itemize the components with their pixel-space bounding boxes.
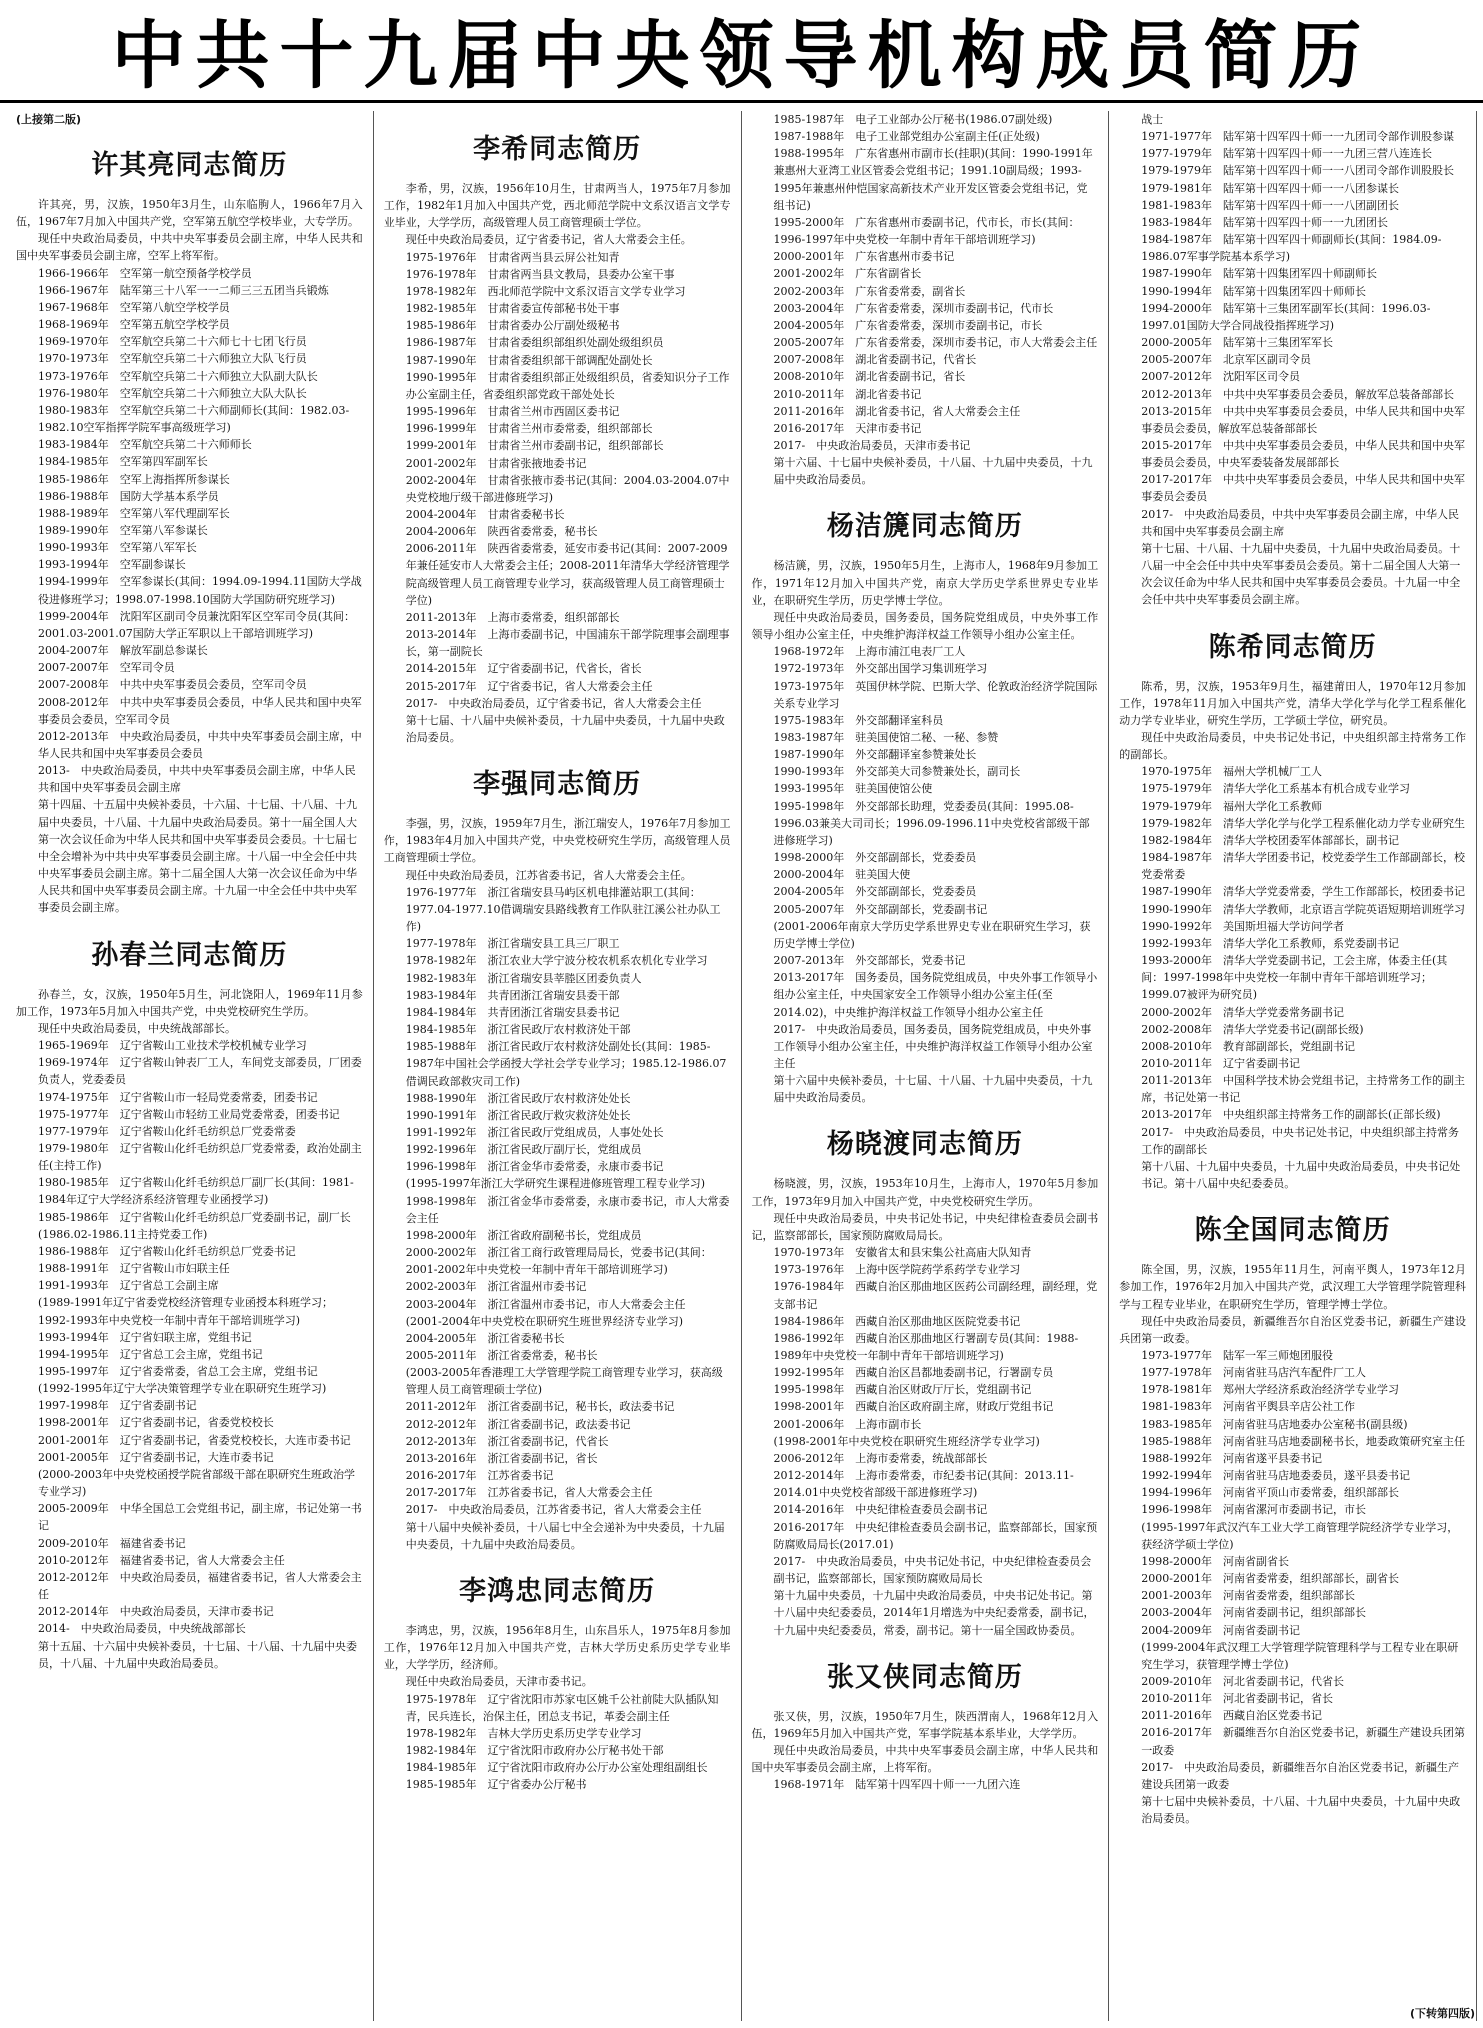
career-entry: 1987-1988年 电子工业部党组办公室副主任(正处级) (773, 130, 1040, 144)
career-entry: 2004-2005年 外交部副部长，党委委员 (773, 885, 977, 899)
career-entry: 2002-2003年 浙江省温州市委书记 (405, 1280, 587, 1294)
bio-intro-paragraph: 李鸿忠，男，汉族，1956年8月生，山东昌乐人，1975年8月参加工作，1976年12月加入中国共产党，吉林大学历史系历史学专业毕业，大学学历，经济师。 (383, 1623, 731, 1672)
career-entry: 1985-1988年 浙江省民政厅农村救济处副处长(其间：1985-1987年中国社会学函授大学社会学专业学习；1985.12-1986.07借调民政部救灾司工作) (405, 1040, 727, 1088)
career-entry: 1979-1979年 福州大学化工系教师 (1141, 799, 1322, 813)
bio-intro-paragraph: 陈全国，男，汉族，1955年11月生，河南平舆人，1973年12月参加工作，1976年2月加入中国共产党，武汉理工大学管理学院管理科学与工程专业毕业，在职研究生学历，管理学博士学位。 (1119, 1263, 1466, 1311)
career-entry: 1995-1998年 外交部部长助理，党委委员(其间：1995.08-1996.03兼美大司司长；1996.09-1996.11中央党校省部级干部进修班学习) (773, 799, 1090, 847)
career-entry: 2004-2005年 广东省委常委，深圳市委副书记，市长 (773, 318, 1043, 332)
career-entry: 1998-2001年 辽宁省委副书记，省委党校校长 (38, 1416, 274, 1430)
career-entry: 1984-1986年 西藏自治区那曲地区医院党委书记 (773, 1314, 1021, 1328)
career-entry: 1998-2000年 外交部副部长，党委委员 (773, 851, 977, 865)
career-entry: (1992-1995年辽宁大学决策管理学专业在职研究生班学习) (38, 1382, 327, 1396)
career-entry: 1985-1986年 甘肃省委办公厅副处级秘书 (405, 319, 620, 333)
career-entry: 2012-2014年 中央政治局委员，天津市委书记 (38, 1605, 274, 1619)
career-entry: 2005-2011年 浙江省委常委，秘书长 (405, 1349, 598, 1362)
career-entry: 2017- 中央政治局委员，辽宁省委书记，省人大常委会主任 (405, 696, 702, 710)
career-entry: 2005-2007年 外交部副部长，党委副书记 (773, 902, 988, 916)
career-entry: 2007-2013年 外交部部长，党委书记 (773, 954, 966, 968)
career-entry: 1968-1972年 上海市浦江电表厂工人 (773, 645, 966, 659)
career-entry: 1978-1982年 浙江农业大学宁波分校农机系农机化专业学习 (405, 954, 708, 968)
career-entry: 1978-1982年 吉林大学历史系历史学专业学习 (405, 1726, 642, 1740)
career-entry: 2010-2011年 湖北省委书记 (773, 387, 922, 401)
career-entry: (2001-2006年南京大学历史学系世界史专业在职研究生学习，获历史学博士学位) (773, 919, 1091, 950)
bio-heading: 李强同志简历 (473, 769, 642, 801)
career-entry: 1987-1990年 陆军第十四集团军四十师副师长 (1141, 267, 1377, 281)
career-entry: 第十四届、十五届中央候补委员，十六届、十七届、十八届、十九届中央委员，十八届、十九届中央政治局委员。第十一届全国人大第一次会议任命为中华人民共和国中央军事委员会委员。十七届七中全会增补为中共中央军事委员会副主席。十八届一中全会任中共中央军事委员会副主席。第十二届全国人大第一次会议任命为中华人民共和国中央军事委员会副主席。十九届一中全会任中共中央军事委员会副主席。 (38, 798, 357, 915)
career-entry: 2011-2016年 湖北省委书记，省人大常委会主任 (773, 404, 1021, 418)
career-entry: 第十五届、十六届中央候补委员，十七届、十八届、十九届中央委员，十八届、十九届中央政治局委员。 (38, 1639, 357, 1670)
career-entry: 2006-2011年 陕西省委常委，延安市委书记(其间：2007-2009年兼任延安市人大常委会主任；2008-2011年清华大学经济管理学院高级管理人员工商管理专业学习，获高级管理人员工商管理硕士学位) (405, 542, 730, 607)
career-entry: 1966-1966年 空军第一航空预备学校学员 (38, 266, 252, 280)
career-entry: 2017- 中央政治局委员，天津市委书记 (773, 438, 971, 452)
career-entry: 2008-2012年 中共中央军事委员会委员，中华人民共和国中央军事委员会委员，空军司令员 (38, 695, 362, 726)
bio-intro-paragraph: 现任中央政治局委员，中共中央军事委员会副主席，中华人民共和国中央军事委员会副主席，空军上将军衔。 (16, 232, 363, 263)
career-entry: 1975-1979年 清华大学化工系基本有机合成专业学习 (1141, 782, 1410, 796)
career-entry: 2004-2009年 河南省委副书记 (1141, 1623, 1300, 1637)
bio-intro-paragraph: 现任中央政治局委员，中央书记处书记，中央组织部主持常务工作的副部长。 (1119, 731, 1466, 762)
career-entry: 1975-1977年 辽宁省鞍山市轻纺工业局党委常委，团委书记 (38, 1107, 340, 1121)
career-entry: 1994-2000年 陆军第十三集团军副军长(其间：1996.03-1997.01国防大学合同战役指挥班学习) (1141, 301, 1431, 332)
career-entry: (2000-2003年中央党校函授学院省部级干部在职研究生班政治学专业学习) (38, 1467, 355, 1499)
career-entry: 1987-1990年 清华大学党委常委，学生工作部部长，校团委书记 (1141, 885, 1465, 899)
career-entry: 1985-1985年 辽宁省委办公厅秘书 (405, 1778, 587, 1792)
career-entry: 1984-1985年 辽宁省沈阳市政府办公厅办公室处理组副组长 (405, 1761, 708, 1775)
bio-heading: 陈全国同志简历 (1194, 1215, 1391, 1247)
bio-section (384, 1569, 731, 1794)
career-entry: 2004-2005年 浙江省委秘书长 (405, 1331, 565, 1345)
career-entry: 2000-2002年 浙江省工商行政管理局局长，党委书记(其间：2001-2002年中央党校一年制中青年干部培训班学习) (405, 1246, 712, 1277)
career-entry: 2012-2013年 中央政治局委员，中共中央军事委员会副主席，中华人民共和国中央军事委员会委员 (38, 729, 362, 760)
career-entry: 2011-2013年 上海市委常委，组织部部长 (405, 610, 620, 624)
career-entry: 1980-1985年 辽宁省鞍山化纤毛纺织总厂副厂长(其间：1981-1984年辽宁大学经济系经济管理专业函授学习) (38, 1176, 354, 1207)
career-entry: 2011-2012年 浙江省委副书记，秘书长，政法委书记 (405, 1400, 675, 1414)
career-entry: 2000-2005年 陆军第十三集团军军长 (1141, 336, 1333, 350)
bio-intro-paragraph: 现任中央政治局委员，中共中央军事委员会副主席，中华人民共和国中央军事委员会副主席，上将军衔。 (751, 1743, 1099, 1775)
career-entry: 1986-1992年 西藏自治区那曲地区行署副专员(其间：1988-1989年中央党校一年制中青年干部培训班学习) (773, 1331, 1079, 1362)
career-entry: 1983-1987年 驻美国使馆二秘、一秘、参赞 (773, 731, 999, 744)
career-entry: 1994-1995年 辽宁省总工会主席，党组书记 (38, 1347, 263, 1361)
career-entry: 1995-1996年 甘肃省兰州市西固区委书记 (405, 405, 620, 419)
career-entry: 2000-2004年 驻美国大使 (773, 868, 911, 882)
career-entry: 1989-1990年 空军第八军参谋长 (38, 523, 208, 537)
career-entry: 2014- 中央政治局委员，中央统战部部长 (38, 1622, 246, 1636)
bio-heading: 杨洁篪同志简历 (826, 511, 1023, 543)
career-entry: 第十九届中央委员，十九届中央政治局委员，中央书记处书记。第十八届中央纪委委员，2014年1月增选为中央纪委常委，副书记，十九届中央纪委委员，常委，副书记。第十一届全国政协委员。 (773, 1589, 1095, 1637)
career-entry: 1993-2000年 清华大学党委副书记，工会主席，体委主任(其间：1997-1998年中央党校一年制中青年干部培训班学习；1999.07被评为研究员) (1141, 954, 1448, 1002)
column-1 (6, 111, 374, 2021)
career-entry: 1970-1973年 空军航空兵第二十六师独立大队飞行员 (38, 352, 307, 366)
career-entry: 2017- 中央政治局委员，中央书记处书记，中央组织部主持常务工作的副部长 (1141, 1125, 1459, 1156)
career-entry: 1993-1995年 驻美国使馆公使 (773, 782, 933, 796)
bio-intro-paragraph: 杨洁篪，男，汉族，1950年5月生，上海市人，1968年9月参加工作，1971年12月加入中国共产党，南京大学历史学系世界史专业毕业，在职研究生学历，历史学博士学位。 (751, 559, 1099, 607)
bio-intro-paragraph: 张又侠，男，汉族，1950年7月生，陕西渭南人，1968年12月入伍，1969年5月加入中国共产党，军事学院基本系毕业，大学学历。 (751, 1709, 1099, 1740)
career-entry: (1995-1997年武汉汽车工业大学工商管理学院经济学专业学习，获经济学硕士学位) (1141, 1520, 1459, 1551)
career-entry: 2005-2007年 广东省委常委，深圳市委书记，市人大常委会主任 (773, 336, 1098, 350)
career-entry: 2012-2014年 上海市委常委，市纪委书记(其间：2013.11-2014.01中央党校省部级干部进修班学习) (773, 1469, 1074, 1500)
career-entry: 1982-1984年 辽宁省沈阳市政府办公厅秘书处干部 (405, 1743, 664, 1757)
career-entry: 2009-2010年 福建省委书记 (38, 1536, 186, 1550)
career-entry: 1975-1983年 外交部翻译室科员 (773, 713, 944, 727)
career-entry: 2013-2016年 浙江省委副书记，省长 (405, 1451, 598, 1465)
career-entry: 1987-1990年 甘肃省委组织部干部调配处副处长 (405, 353, 653, 367)
career-entry: (1998-2001年中央党校在职研究生班经济学专业学习) (773, 1434, 1040, 1448)
career-entry: 2005-2007年 北京军区副司令员 (1141, 353, 1311, 367)
career-entry: 1968-1971年 陆军第十四军四十师一一九团六连 (773, 1778, 1021, 1792)
career-entry: 2008-2010年 教育部副部长，党组副书记 (1141, 1039, 1355, 1053)
career-entry: 1985-1987年 电子工业部办公厅秘书(1986.07副处级) (773, 113, 1053, 126)
career-entry: 2007-2007年 空军司令员 (38, 661, 175, 675)
career-entry: 2001-2003年 河南省委常委，组织部部长 (1141, 1589, 1355, 1603)
career-entry: 2011-2016年 西藏自治区党委书记 (1141, 1709, 1322, 1723)
career-entry: 1975-1978年 辽宁省沈阳市苏家屯区姚千公社前陡大队插队知青，民兵连长，治保主任，团总支书记，革委会副主任 (405, 1692, 719, 1723)
career-entry: 第十六届中央候补委员，十七届、十八届、十九届中央委员，十九届中央政治局委员。 (773, 1074, 1093, 1105)
career-entry: 战士 (1141, 113, 1164, 126)
career-entry: 1970-1973年 安徽省太和县宋集公社高庙大队知青 (773, 1246, 1032, 1260)
bio-section (16, 933, 363, 1672)
career-entry: 2017- 中央政治局委员，中共中央军事委员会副主席，中华人民共和国中央军事委员会副主席 (1141, 507, 1459, 538)
career-entry: 1979-1982年 清华大学化学与化学工程系催化动力学专业研究生 (1141, 816, 1465, 830)
career-entry: 2011-2013年 中国科学技术协会党组书记，主持常务工作的副主席，书记处第一书记 (1141, 1074, 1465, 1105)
bio-intro-paragraph: 陈希，男，汉族，1953年9月生，福建莆田人，1970年12月参加工作，1978年11月加入中国共产党，清华大学化学与化学工程系催化动力学专业毕业，研究生学历，工学硕士学位，研究员。 (1119, 679, 1466, 727)
career-entry: 2012-2013年 中共中央军事委员会委员，解放军总装备部部长 (1141, 387, 1454, 401)
career-entry: 1998-2001年 西藏自治区政府副主席，财政厅党组书记 (773, 1400, 1054, 1414)
career-entry: 1976-1980年 空军航空兵第二十六师独立大队大队长 (38, 386, 307, 400)
career-entry: 2002-2008年 清华大学党委书记(副部长级) (1141, 1022, 1364, 1036)
career-entry: 1967-1968年 空军第八航空学校学员 (38, 300, 230, 314)
career-entry: 1973-1977年 陆军一军三师炮团服役 (1141, 1349, 1333, 1362)
career-entry: 1983-1984年 陆军第十四军四十师一一九团团长 (1141, 215, 1388, 229)
career-entry: 1995-1998年 西藏自治区财政厅厅长，党组副书记 (773, 1383, 1032, 1397)
career-entry: 2012-2013年 浙江省委副书记，代省长 (405, 1434, 609, 1448)
career-entry: 1994-1996年 河南省平顶山市委常委，组织部部长 (1141, 1486, 1399, 1500)
bio-intro-paragraph: 现任中央政治局委员，中央书记处书记，中央纪律检查委员会副书记，监察部部长，国家预防腐败局局长。 (751, 1211, 1099, 1242)
bio-intro-paragraph: 现任中央政治局委员，中央统战部部长。 (38, 1021, 236, 1035)
career-entry: 1998-2000年 浙江省政府副秘书长，党组成员 (405, 1228, 642, 1242)
career-entry: 1990-1992年 美国斯坦福大学访问学者 (1141, 919, 1344, 933)
bio-section (752, 504, 1099, 1106)
career-entry: (1999-2004年武汉理工大学管理学院管理科学与工程专业在职研究生学习，获管理学博士学位) (1141, 1640, 1459, 1671)
career-entry: 1982-1984年 清华大学校团委军体部部长，副书记 (1141, 833, 1399, 847)
career-entry: 2001-2001年 辽宁省委副书记，省委党校校长，大连市委书记 (38, 1433, 351, 1447)
career-entry: 1996-1999年 甘肃省兰州市委常委，组织部部长 (405, 422, 653, 436)
career-entry: 1992-1996年 浙江省民政厅副厅长，党组成员 (405, 1143, 642, 1157)
career-entry: 1990-1994年 陆军第十四集团军四十师师长 (1141, 284, 1366, 298)
career-entry: 1985-1986年 空军上海指挥所参谋长 (38, 472, 230, 486)
career-entry: 2004-2007年 解放军副总参谋长 (38, 644, 208, 658)
career-entry: 1999-2004年 沈阳军区副司令员兼沈阳军区空军司令员(其间：2001.03-2001.07国防大学正军职以上干部培训班学习) (38, 609, 355, 640)
career-entry: 第十七届、十八届、十九届中央委员，十九届中央政治局委员。十八届一中全会任中共中央军事委员会委员。第十二届全国人大第一次会议任命为中华人民共和国中央军事委员会委员。十九届一中全会任中共中央军事委员会副主席。 (1141, 541, 1461, 607)
career-entry: 1982-1983年 浙江省瑞安县莘塍区团委负责人 (405, 971, 642, 985)
career-entry: 2017- 中央政治局委员，国务委员，国务院党组成员，中央外事工作领导小组办公室主任，中央维护海洋权益工作领导小组办公室主任 (773, 1022, 1093, 1070)
bio-intro-paragraph: 杨晓渡，男，汉族，1953年10月生，上海市人，1970年5月参加工作，1973年9月加入中国共产党，中央党校研究生学历。 (751, 1177, 1099, 1208)
career-entry: 1981-1983年 河南省平舆县辛店公社工作 (1141, 1400, 1355, 1414)
career-entry: 1981-1983年 陆军第十四军四十师一一八团副团长 (1141, 198, 1399, 212)
career-entry: 1986-1987年 甘肃省委组织部组织处副处级组织员 (405, 336, 664, 350)
career-entry: 2010-2012年 福建省委书记，省人大常委会主任 (38, 1553, 285, 1567)
career-entry: 1973-1975年 英国伊林学院、巴斯大学、伦敦政治经济学院国际关系专业学习 (773, 679, 1098, 710)
career-entry: 1984-1987年 清华大学团委书记，校党委学生工作部副部长，校党委常委 (1141, 851, 1465, 882)
career-entry: 1985-1988年 河南省驻马店地委副秘书长，地委政策研究室主任 (1141, 1434, 1465, 1448)
career-entry: 2016-2017年 天津市委书记 (773, 421, 922, 435)
career-entry: 第十七届、十八届中央候补委员，十九届中央委员，十九届中央政治局委员。 (405, 713, 725, 744)
bio-intro-paragraph: 李强，男，汉族，1959年7月生，浙江瑞安人，1976年7月参加工作，1983年4月加入中国共产党，中央党校研究生学历，高级管理人员工商管理硕士学位。 (383, 817, 731, 865)
career-entry: 1972-1973年 外交部出国学习集训班学习 (773, 662, 988, 676)
career-entry: 2001-2002年 甘肃省张掖地委书记 (405, 456, 587, 470)
career-entry: 1990-1991年 浙江省民政厅救灾救济处处长 (405, 1108, 631, 1122)
bio-intro-paragraph: 现任中央政治局委员，天津市委书记。 (405, 1675, 593, 1689)
bio-section (752, 1655, 1099, 1794)
career-entry: 2012-2012年 浙江省委副书记，政法委书记 (405, 1417, 631, 1431)
career-entry: 1983-1985年 河南省驻马店地委办公室秘书(副县级) (1141, 1417, 1408, 1431)
career-entry: 1977-1979年 陆军第十四军四十师一一九团三营八连连长 (1141, 147, 1432, 161)
career-entry: 1980-1983年 空军航空兵第二十六师副师长(其间：1982.03-1982.10空军指挥学院军事高级班学习) (38, 403, 350, 435)
career-entry: 1966-1967年 陆军第三十八军一一二师三三五团当兵锻炼 (38, 283, 329, 297)
career-entry: 1995-1997年 辽宁省委常委，省总工会主席，党组书记 (38, 1365, 318, 1378)
career-entry: 2007-2008年 中共中央军事委员会委员，空军司令员 (38, 678, 307, 692)
career-entry: 1992-1995年 西藏自治区昌都地委副书记，行署副专员 (773, 1366, 1054, 1380)
career-entry: 1987-1990年 外交部翻译室参赞兼处长 (773, 748, 977, 762)
career-entry: 2017- 中央政治局委员，江苏省委书记，省人大常委会主任 (405, 1503, 702, 1517)
career-entry: 2016-2017年 中央纪律检查委员会副书记，监察部部长，国家预防腐败局局长(2017.01) (773, 1520, 1098, 1551)
career-entry: 1996-1998年 浙江省金华市委常委，永康市委书记 (405, 1160, 664, 1174)
career-entry: 2013-2017年 中央组织部主持常务工作的副部长(正部长级) (1141, 1108, 1441, 1122)
career-entry: 2010-2011年 河北省委副书记，省长 (1141, 1692, 1333, 1706)
career-entry: 1988-1991年 辽宁省鞍山市妇联主任 (38, 1262, 230, 1276)
career-entry: 1983-1984年 共青团浙江省瑞安县委干部 (405, 988, 620, 1002)
bio-heading: 许其亮同志简历 (91, 150, 288, 181)
career-entry: 1975-1976年 甘肃省两当县云屏公社知青 (405, 250, 620, 264)
career-entry: 2007-2008年 湖北省委副书记，代省长 (773, 353, 977, 367)
career-entry: 1992-1993年 清华大学化工系教师，系党委副书记 (1141, 936, 1399, 950)
career-entry: 1970-1975年 福州大学机械厂工人 (1141, 765, 1322, 779)
career-entry: 1997-1998年 辽宁省委副书记 (38, 1399, 197, 1413)
career-entry: 2014-2016年 中央纪律检查委员会副书记 (773, 1503, 988, 1517)
bio-section (752, 1122, 1099, 1638)
career-entry: (1989-1991年辽宁省委党校经济管理专业函授本科班学习；1992-1993年中央党校一年制中青年干部培训班学习) (38, 1296, 333, 1327)
bio-heading: 张又侠同志简历 (826, 1661, 1023, 1693)
career-entry: 2001-2006年 上海市副市长 (773, 1417, 922, 1431)
bio-heading: 李希同志简历 (473, 134, 642, 165)
career-entry: 1999-2001年 甘肃省兰州市委副书记，组织部部长 (405, 439, 664, 453)
career-entry: 1969-1974年 辽宁省鞍山钟表厂工人，车间党支部委员，厂团委负责人，党委委员 (38, 1056, 362, 1087)
bio-section (1119, 111, 1466, 609)
career-entry: 1992-1994年 河南省驻马店地委委员，遂平县委书记 (1141, 1469, 1410, 1483)
bio-intro-paragraph: 孙春兰，女，汉族，1950年5月生，河北饶阳人，1969年11月参加工作，1973年5月加入中国共产党，中央党校研究生学历。 (16, 987, 363, 1018)
career-entry: 2003-2004年 河南省委副书记，组织部部长 (1141, 1606, 1366, 1620)
career-entry: 1971-1977年 陆军第十四军四十师一一九团司令部作训股参谋 (1141, 130, 1454, 144)
career-entry: 第十七届中央候补委员，十八届、十九届中央委员，十九届中央政治局委员。 (1141, 1795, 1461, 1826)
bio-intro-paragraph: 许其亮，男，汉族，1950年3月生，山东临朐人，1966年7月入伍，1967年7月加入中国共产党，空军第五航空学校毕业，大专学历。 (16, 198, 363, 229)
career-entry: 1984-1985年 空军第四军副军长 (38, 455, 208, 469)
bio-section (752, 111, 1099, 488)
career-entry: 第十八届中央候补委员，十八届七中全会递补为中央委员，十九届中央委员，十九届中央政治局委员。 (405, 1520, 725, 1551)
career-entry: 2016-2017年 江苏省委书记 (405, 1469, 554, 1483)
career-entry: 1988-1995年 广东省惠州市副市长(挂职)(其间：1990-1991年兼惠州大亚湾工业区管委会党组书记；1991.10副局级；1993-1995年兼惠州仲恺国家高新技术产业开发区管委会党组书记，党组书记) (773, 147, 1093, 212)
bio-intro-paragraph: 现任中央政治局委员，国务委员，国务院党组成员，中央外事工作领导小组办公室主任，中央维护海洋权益工作领导小组办公室主任。 (751, 610, 1099, 642)
continued-note: (下转第四版) (1409, 2007, 1475, 2020)
career-entry: 1998-2000年 河南省副省长 (1141, 1554, 1289, 1568)
career-entry: 1976-1978年 甘肃省两当县文教局，县委办公室干事 (405, 267, 675, 281)
career-entry: 2016-2017年 新疆维吾尔自治区党委书记，新疆生产建设兵团第一政委 (1141, 1726, 1465, 1757)
career-entry: 1968-1969年 空军第五航空学校学员 (38, 318, 230, 332)
career-entry: 第十六届、十七届中央候补委员，十八届、十九届中央委员，十九届中央政治局委员。 (773, 456, 1093, 487)
bio-heading: 陈希同志简历 (1208, 631, 1377, 663)
career-entry: 1990-1990年 清华大学教师，北京语言学院英语短期培训班学习 (1141, 902, 1465, 916)
career-entry: 1984-1985年 浙江省民政厅农村救济处干部 (405, 1023, 631, 1037)
career-entry: 2009-2010年 河北省委副书记，代省长 (1141, 1674, 1344, 1688)
career-entry: 1984-1987年 陆军第十四军四十师副师长(其间：1984.09-1986.07军事学院基本系学习) (1141, 233, 1442, 264)
career-entry: 2008-2010年 湖北省委副书记，省长 (773, 370, 966, 384)
career-entry: 1977-1978年 河南省驻马店汽车配件厂工人 (1141, 1366, 1366, 1380)
career-entry: 2003-2004年 广东省委常委，深圳市委副书记，代市长 (773, 301, 1054, 315)
career-entry: 1990-1995年 甘肃省委组织部正处级组织员，省委知识分子工作办公室副主任，省委组织部党政干部处处长 (405, 370, 730, 401)
bio-heading: 李鸿忠同志简历 (459, 1575, 656, 1607)
career-entry: 1978-1982年 西北师范学院中文系汉语言文学专业学习 (405, 284, 686, 298)
career-entry: 1978-1981年 郑州大学经济系政治经济学专业学习 (1141, 1383, 1399, 1397)
career-entry: 1995-2000年 广东省惠州市委副书记，代市长，市长(其间：1996-1997年中央党校一年制中青年干部培训班学习) (773, 215, 1080, 247)
bio-intro-paragraph: 现任中央政治局委员，新疆维吾尔自治区党委书记，新疆生产建设兵团第一政委。 (1119, 1314, 1466, 1345)
bio-section (1119, 1208, 1466, 1827)
career-entry: 第十八届、十九届中央委员，十九届中央政治局委员，中央书记处书记。第十八届中央纪委委员。 (1141, 1159, 1461, 1191)
career-entry: 2005-2009年 中华全国总工会党组书记，副主席，书记处第一书记 (38, 1502, 362, 1533)
career-entry: 1979-1980年 辽宁省鞍山化纤毛纺织总厂党委常委，政治处副主任(主持工作) (38, 1141, 362, 1173)
career-entry: 1976-1984年 西藏自治区那曲地区医药公司副经理，副经理，党支部书记 (773, 1280, 1098, 1311)
career-entry: 1988-1989年 空军第八军代理副军长 (38, 506, 230, 520)
career-entry: (2003-2005年香港理工大学管理学院工商管理专业学习，获高级管理人员工商管理硕士学位) (405, 1366, 723, 1397)
career-entry: 1982-1985年 甘肃省委宣传部秘书处干事 (405, 302, 620, 316)
bio-heading: 孙春兰同志简历 (91, 939, 288, 971)
career-entry: 1993-1994年 辽宁省妇联主席，党组书记 (38, 1330, 252, 1344)
career-entry: 1977-1979年 辽宁省鞍山化纤毛纺织总厂党委常委 (38, 1124, 296, 1138)
career-entry: 1974-1975年 辽宁省鞍山市一轻局党委常委，团委书记 (38, 1090, 318, 1104)
bio-section (384, 762, 731, 1553)
career-entry: 2017- 中央政治局委员，中央书记处书记，中央纪律检查委员会副书记，监察部部长，国家预防腐败局局长 (773, 1554, 1092, 1586)
career-entry: 2013-2015年 中共中央军事委员会委员，中华人民共和国中央军事委员会委员，解放军总装备部部长 (1141, 404, 1465, 435)
career-entry: 1991-1992年 浙江省民政厅党组成员，人事处处长 (405, 1125, 664, 1139)
bio-section (384, 127, 731, 746)
career-entry: 1979-1981年 陆军第十四军四十师一一八团参谋长 (1141, 181, 1399, 195)
column-4 (1109, 111, 1477, 2021)
career-entry: 2001-2005年 辽宁省委副书记，大连市委书记 (38, 1450, 274, 1464)
career-entry: 2004-2006年 陕西省委常委，秘书长 (405, 525, 598, 539)
career-entry: (2001-2004年中央党校在职研究生班世界经济专业学习) (405, 1314, 684, 1328)
career-entry: 1973-1976年 空军航空兵第二十六师独立大队副大队长 (38, 369, 318, 383)
career-entry: 1996-1998年 河南省漯河市委副书记，市长 (1141, 1503, 1366, 1517)
career-entry: 1990-1993年 空军第八军军长 (38, 541, 197, 555)
career-entry: 1977-1978年 浙江省瑞安县工具三厂职工 (405, 937, 620, 951)
career-entry: 2000-2002年 清华大学党委常务副书记 (1141, 1005, 1344, 1019)
career-entry: 1985-1986年 辽宁省鞍山化纤毛纺织总厂党委副书记，副厂长(1986.02-1986.11主持党委工作) (38, 1210, 351, 1241)
career-entry: 2013- 中央政治局委员，中共中央军事委员会副主席，中华人民共和国中央军事委员会副主席 (38, 764, 356, 795)
bio-intro-paragraph: 李希，男，汉族，1956年10月生，甘肃两当人，1975年7月参加工作，1982年1月加入中国共产党，西北师范学院中文系汉语言文学专业毕业，大学学历，高级管理人员工商管理硕士学位。 (383, 182, 731, 230)
career-entry: 2012-2012年 中央政治局委员，福建省委书记，省人大常委会主任 (38, 1570, 362, 1602)
career-entry: 1991-1993年 辽宁省总工会副主席 (38, 1279, 219, 1293)
career-entry: 1973-1976年 上海中医学院药学系药学专业学习 (773, 1263, 1021, 1277)
bio-intro-paragraph: 现任中央政治局委员，江苏省委书记，省人大常委会主任。 (405, 868, 692, 882)
career-entry: 2015-2017年 辽宁省委书记，省人大常委会主任 (405, 679, 653, 693)
career-entry: 1979-1979年 陆军第十四军四十师一一八团司令部作训股股长 (1141, 164, 1454, 178)
career-entry: 2006-2012年 上海市委常委，统战部部长 (773, 1451, 988, 1465)
career-entry: 1984-1984年 共青团浙江省瑞安县委书记 (405, 1005, 620, 1019)
career-entry: 1983-1984年 空军航空兵第二十六师师长 (38, 438, 252, 452)
career-entry: 1988-1990年 浙江省民政厅农村救济处处长 (405, 1091, 631, 1105)
bio-section (16, 143, 363, 917)
career-entry: 2001-2002年 广东省副省长 (773, 267, 922, 281)
bio-section (1119, 625, 1466, 1193)
career-entry: 2000-2001年 河南省委常委，组织部部长，副省长 (1141, 1572, 1399, 1586)
career-entry: 1998-1998年 浙江省金华市委常委，永康市委书记，市人大常委会主任 (405, 1194, 730, 1225)
career-entry: 1993-1994年 空军副参谋长 (38, 558, 186, 572)
column-2 (374, 111, 742, 2021)
career-entry: 2007-2012年 沈阳军区司令员 (1141, 370, 1300, 384)
career-entry: 2004-2004年 甘肃省委秘书长 (405, 507, 565, 521)
column-3 (742, 111, 1110, 2021)
career-entry: 1969-1970年 空军航空兵第二十六师七十七团飞行员 (38, 335, 307, 349)
career-entry: 1988-1992年 河南省遂平县委书记 (1141, 1451, 1322, 1465)
continued-from-note: (上接第二版) (16, 113, 82, 126)
career-entry: 2017- 中央政治局委员，新疆维吾尔自治区党委书记，新疆生产建设兵团第一政委 (1141, 1760, 1459, 1791)
career-entry: 2017-2017年 江苏省委书记，省人大常委会主任 (405, 1486, 653, 1500)
career-entry: 2014-2015年 辽宁省委副书记，代省长，省长 (405, 662, 642, 676)
career-entry: 1965-1969年 辽宁省鞍山工业技术学校机械专业学习 (38, 1039, 307, 1053)
career-entry: 2010-2011年 辽宁省委副书记 (1141, 1056, 1300, 1070)
newspaper-page (0, 103, 1483, 2021)
career-entry: 1990-1993年 外交部美大司参赞兼处长，副司长 (773, 765, 1021, 779)
career-entry: 2002-2004年 甘肃省张掖市委书记(其间：2004.03-2004.07中央党校地厅级干部进修班学习) (405, 473, 730, 504)
career-entry: 2013-2017年 国务委员，国务院党组成员，中央外事工作领导小组办公室主任，中央国家安全工作领导小组办公室主任(至2014.02)，中央维护海洋权益工作领导小组办公室主任 (773, 971, 1098, 1019)
bio-intro-paragraph: 现任中央政治局委员，辽宁省委书记，省人大常委会主任。 (405, 233, 692, 247)
career-entry: 2017-2017年 中共中央军事委员会委员，中华人民共和国中央军事委员会委员 (1141, 473, 1465, 504)
career-entry: 1994-1999年 空军参谋长(其间：1994.09-1994.11国防大学战役进修班学习；1998.07-1998.10国防大学国防研究班学习) (38, 575, 362, 606)
career-entry: 2002-2003年 广东省委常委，副省长 (773, 284, 966, 298)
career-entry: 2013-2014年 上海市委副书记，中国浦东干部学院理事会副理事长，第一副院长 (405, 628, 730, 659)
career-entry: 1986-1988年 辽宁省鞍山化纤毛纺织总厂党委书记 (38, 1244, 296, 1258)
career-entry: 1986-1988年 国防大学基本系学员 (38, 489, 219, 503)
career-entry: 1976-1977年 浙江省瑞安县马屿区机电排灌站职工(其间：1977.04-1977.10借调瑞安县路线教育工作队驻江溪公社办队工作) (405, 885, 721, 934)
masthead-title: 中共十九届中央领导机构成员简历 (0, 0, 1483, 103)
career-entry: 2003-2004年 浙江省温州市委书记，市人大常委会主任 (405, 1297, 686, 1311)
career-entry: 2015-2017年 中共中央军事委员会委员，中华人民共和国中央军事委员会委员，中央军委装备发展部部长 (1141, 438, 1465, 470)
career-entry: (1995-1997年浙江大学研究生课程进修班管理工程专业学习) (405, 1177, 706, 1191)
career-entry: 2000-2001年 广东省惠州市委书记 (773, 250, 955, 264)
bio-heading: 杨晓渡同志简历 (826, 1129, 1023, 1161)
